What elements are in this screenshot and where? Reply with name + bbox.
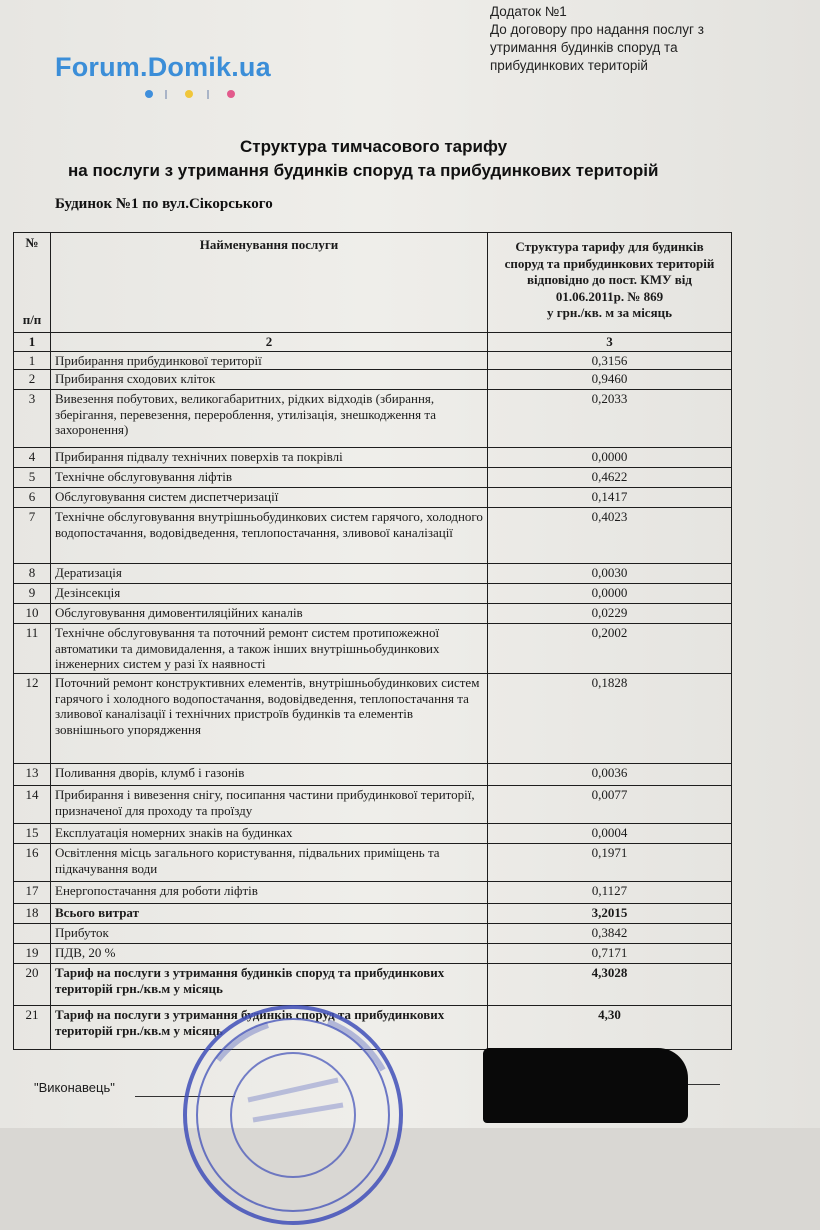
official-stamp-seal [178,1000,408,1230]
row-tariff-value: 0,4622 [488,468,732,488]
header-value-line: у грн./кв. м за місяць [547,305,672,320]
row-service-name: Дезінсекція [51,584,488,604]
header-value-cell [488,233,732,333]
row-tariff-value: 0,0004 [488,824,732,844]
table-row [14,351,732,370]
row-tariff-value: 0,1971 [488,844,732,882]
row-number: 20 [14,964,51,1006]
header-number-sign: № [25,235,39,250]
table-row [14,882,732,904]
row-number: 7 [14,508,51,564]
row-number: 12 [14,674,51,764]
row-tariff-value: 0,7171 [488,944,732,964]
watermark-dot [145,90,153,98]
annex-line: Додаток №1 [490,4,567,19]
table-row [14,764,732,786]
table-header-row [14,233,732,333]
row-tariff-value: 0,9460 [488,370,732,390]
table-row [14,624,732,674]
header-value-line: 01.06.2011р. № 869 [555,288,664,304]
row-number: 2 [14,370,51,390]
table-row [14,786,732,824]
row-service-name: Енергопостачання для роботи ліфтів [51,882,488,904]
row-tariff-value: 4,30 [488,1006,732,1050]
column-number: 1 [14,333,51,352]
header-number-pp: п/п [22,312,42,328]
watermark-logo: Forum.Domik.ua [55,52,271,82]
document-title: Структура тимчасового тарифу [240,137,508,156]
table-row [14,904,732,924]
watermark-dot [185,90,193,98]
row-tariff-value: 0,4023 [488,508,732,564]
row-number: 10 [14,604,51,624]
redaction-block [483,1048,688,1123]
table-row [14,674,732,764]
header-value-line: Структура тарифу для будинків [515,239,704,254]
row-service-name: Експлуатація номерних знаків на будинках [51,824,488,844]
row-number: 11 [14,624,51,674]
executor-label: "Виконавець" [34,1080,115,1095]
row-service-name: Дератизація [51,564,488,584]
table-row [14,824,732,844]
row-service-name: Технічне обслуговування та поточний ремонт систем протипожежної автоматики та димовидалення, а також інших внутрішньобудинкових інженерних систем у разі їх наявності [51,624,488,674]
row-service-name: Поточний ремонт конструктивних елементів, внутрішньобудинкових систем гарячого і холодного водопостачання, водовідведення, теплопостачання та зливової каналізації і технічних пристроїв будинків та елементів зовнішнього упорядження [51,674,488,764]
header-name-cell: Найменування послуги [51,233,488,333]
row-number: 5 [14,468,51,488]
table-row [14,488,732,508]
row-service-name: Прибирання прибудинкової території [51,351,488,370]
row-service-name: Тариф на послуги з утримання будинків споруд та прибудинкових територій грн./кв.м у місяць [51,1006,488,1050]
row-number: 18 [14,904,51,924]
annex-line: прибудинкових територій [490,58,648,73]
column-number: 3 [488,333,732,352]
table-row [14,390,732,448]
row-service-name: Технічне обслуговування ліфтів [51,468,488,488]
annex-line: утримання будинків споруд та [490,40,678,55]
column-number-row [14,333,732,352]
row-service-name: ПДВ, 20 % [51,944,488,964]
row-tariff-value: 0,1417 [488,488,732,508]
table-row [14,924,732,944]
row-number: 19 [14,944,51,964]
row-number: 21 [14,1006,51,1050]
row-tariff-value: 0,0030 [488,564,732,584]
table-row [14,448,732,468]
tariff-table [13,232,732,1050]
row-number: 14 [14,786,51,824]
row-service-name: Технічне обслуговування внутрішньобудинкових систем гарячого, холодного водопостачання, водовідведення, теплопостачання, зливової каналізації [51,508,488,564]
annex-line: До договору про надання послуг з [490,22,704,37]
table-row [14,944,732,964]
row-tariff-value: 0,0000 [488,584,732,604]
table-row [14,604,732,624]
table-row [14,370,732,390]
row-number: 1 [14,351,51,370]
watermark-bar [165,90,167,99]
row-tariff-value: 0,0229 [488,604,732,624]
document-subtitle: на послуги з утримання будинків споруд та прибудинкових територій [68,161,659,180]
table-row [14,508,732,564]
row-service-name: Обслуговування систем диспетчеризації [51,488,488,508]
building-address: Будинок №1 по вул.Сікорського [55,196,273,212]
row-number: 16 [14,844,51,882]
row-number: 4 [14,448,51,468]
row-service-name: Прибирання і вивезення снігу, посипання частини прибудинкової території, призначеної для проходу та проїзду [51,786,488,824]
row-service-name: Обслуговування димовентиляційних каналів [51,604,488,624]
header-value-line: споруд та прибудинкових територій [504,255,715,271]
column-number: 2 [51,333,488,352]
watermark-bar [207,90,209,99]
row-service-name: Прибирання підвалу технічних поверхів та покрівлі [51,448,488,468]
row-number [14,924,51,944]
row-service-name: Поливання дворів, клумб і газонів [51,764,488,786]
row-tariff-value: 0,1828 [488,674,732,764]
row-tariff-value: 0,3842 [488,924,732,944]
table-row [14,564,732,584]
row-number: 15 [14,824,51,844]
annex-note [490,3,810,75]
row-tariff-value: 0,3156 [488,351,732,370]
row-number: 3 [14,390,51,448]
row-tariff-value: 0,0000 [488,448,732,468]
row-number: 6 [14,488,51,508]
watermark-dot [227,90,235,98]
row-tariff-value: 0,2002 [488,624,732,674]
row-service-name: Прибуток [51,924,488,944]
row-number: 8 [14,564,51,584]
table-row [14,844,732,882]
row-tariff-value: 3,2015 [488,904,732,924]
row-service-name: Тариф на послуги з утримання будинків споруд та прибудинкових територій грн./кв.м у місяць [51,964,488,1006]
row-tariff-value: 0,0077 [488,786,732,824]
row-number: 17 [14,882,51,904]
row-service-name: Прибирання сходових кліток [51,370,488,390]
header-number-cell [14,233,51,333]
row-number: 13 [14,764,51,786]
row-tariff-value: 0,0036 [488,764,732,786]
row-number: 9 [14,584,51,604]
row-service-name: Вивезення побутових, великогабаритних, рідких відходів (збирання, зберігання, перевезення, перероблення, утилізація, знешкодження та захоронення) [51,390,488,448]
header-value-line: відповідно до пост. КМУ від [526,272,692,287]
table-row [14,584,732,604]
row-tariff-value: 0,2033 [488,390,732,448]
row-service-name: Освітлення місць загального користування, підвальних приміщень та підкачування води [51,844,488,882]
row-tariff-value: 0,1127 [488,882,732,904]
table-row [14,468,732,488]
row-service-name: Всього витрат [51,904,488,924]
row-tariff-value: 4,3028 [488,964,732,1006]
